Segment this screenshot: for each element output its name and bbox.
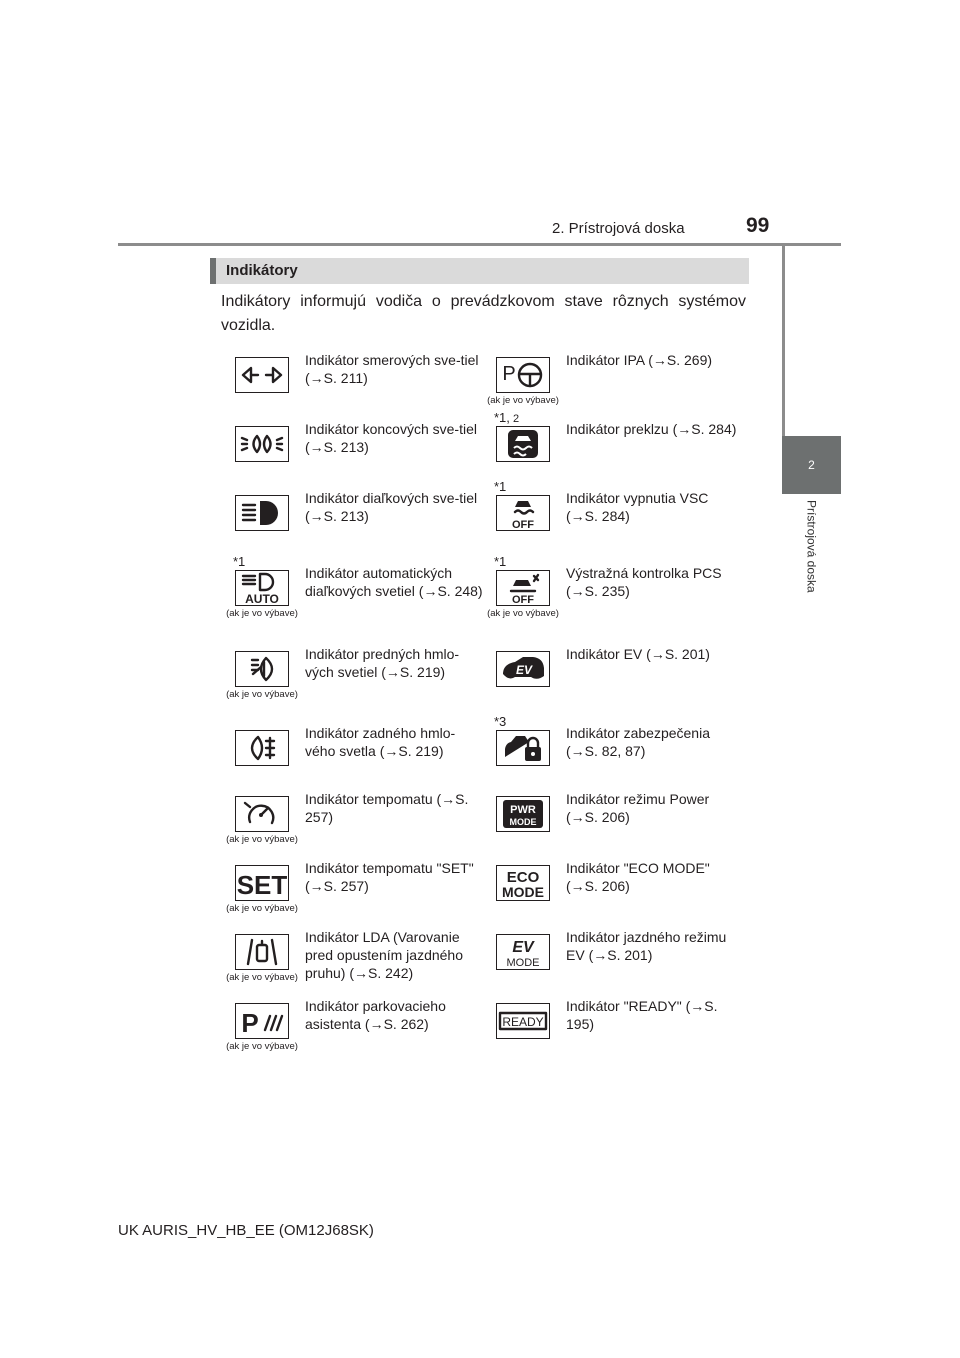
indicator-icon-frame: [235, 426, 289, 462]
icon-text: ECO: [506, 869, 540, 886]
section-title: Indikátory: [226, 262, 298, 279]
vsc-off-icon: [497, 496, 549, 530]
front-fog-light-icon: [236, 652, 288, 686]
availability-note: (ak je vo výbave): [226, 972, 298, 983]
icon-text: EV: [515, 663, 533, 677]
indicator-entry: [209, 641, 469, 709]
indicator-icon-frame: [235, 570, 289, 606]
icon-text: OFF: [512, 594, 534, 605]
indicator-icon-frame: [235, 1003, 289, 1039]
indicator-label: Indikátor zadného hmlo-vého svetla (→S. 219): [305, 725, 456, 759]
indicator-entry: [470, 479, 730, 553]
ready-icon: [497, 1004, 549, 1038]
chapter-tab-number: 2: [808, 458, 815, 472]
indicator-icon-frame: [496, 651, 550, 687]
footer-code: UK AURIS_HV_HB_EE (OM12J68SK): [118, 1222, 374, 1239]
footnote-marker: *1: [494, 479, 507, 494]
indicator-entry: [209, 786, 469, 854]
icon-text-2: MODE: [502, 884, 544, 900]
availability-note: (ak je vo výbave): [226, 608, 298, 619]
chapter-title: 2. Prístrojová doska: [552, 220, 685, 237]
indicator-entry: [209, 485, 478, 553]
availability-note: (ak je vo výbave): [487, 608, 559, 619]
indicator-label: Indikátor vypnutia VSC (→S. 284): [566, 490, 709, 524]
ev-mode-icon: [497, 935, 549, 969]
indicator-icon-frame: [235, 796, 289, 832]
indicator-label: Indikátor automatických diaľkových svetiel (→S. 248): [305, 565, 483, 599]
indicator-icon-frame: [235, 865, 289, 901]
pcs-warning-icon: [497, 571, 549, 605]
ipa-icon: [497, 358, 549, 392]
indicator-label: Indikátor tempomatu (→S. 257): [305, 791, 469, 825]
indicator-icon-frame: [496, 1003, 550, 1039]
indicator-label: Indikátor "READY" (→S. 195): [566, 998, 718, 1032]
cruise-control-icon: [236, 797, 288, 831]
indicator-label: Indikátor režimu Power (→S. 206): [566, 791, 710, 825]
ev-icon: [497, 652, 549, 686]
indicator-entry: [209, 554, 483, 628]
eco-mode-icon: [497, 866, 549, 900]
availability-note: (ak je vo výbave): [487, 395, 559, 406]
rear-fog-light-icon: [236, 731, 288, 765]
indicator-icon-frame: [496, 570, 550, 606]
indicator-label: Indikátor preklzu (→S. 284): [566, 421, 737, 437]
indicator-entry: [470, 347, 730, 415]
availability-note: (ak je vo výbave): [226, 689, 298, 700]
indicator-label: Indikátor predných hmlo-vých svetiel (→S. 219): [305, 646, 460, 680]
indicator-entry: [209, 416, 477, 484]
indicator-icon-frame: [496, 730, 550, 766]
footnote-marker: *1, 2: [494, 410, 520, 425]
footnote-marker: *3: [494, 714, 507, 729]
indicator-entry: [209, 720, 469, 788]
indicator-label: Indikátor "ECO MODE" (→S. 206): [566, 860, 710, 894]
auto-high-beam-icon: [236, 571, 288, 605]
icon-text: PWR: [510, 804, 536, 816]
indicator-icon-frame: [496, 357, 550, 393]
indicator-label: Indikátor LDA (Varovanie pred opustením jazdného pruhu) (→S. 242): [305, 929, 463, 981]
parking-assist-icon: [236, 1004, 288, 1038]
indicator-icon-frame: [496, 426, 550, 462]
availability-note: (ak je vo výbave): [226, 834, 298, 845]
icon-text: READY: [502, 1015, 544, 1029]
indicator-entry: [470, 786, 730, 854]
indicator-entry: [470, 855, 730, 923]
icon-text: P: [502, 363, 516, 385]
icon-text: SET: [236, 870, 288, 900]
indicator-icon-frame: [496, 796, 550, 832]
indicator-icon-frame: [496, 934, 550, 970]
availability-note: (ak je vo výbave): [226, 903, 298, 914]
indicator-entry: [470, 924, 730, 992]
icon-text: EV: [512, 939, 534, 956]
icon-text: AUTO: [245, 592, 279, 605]
footnote-marker: *1: [494, 554, 507, 569]
indicator-label: Výstražná kontrolka PCS (→S. 235): [566, 565, 722, 599]
indicator-icon-frame: [235, 357, 289, 393]
icon-text: OFF: [512, 519, 534, 530]
high-beam-icon: [236, 496, 288, 530]
indicator-entry: [209, 347, 479, 415]
icon-text-2: MODE: [506, 957, 540, 969]
indicator-entry: [470, 714, 730, 788]
section-heading-bar: [210, 258, 749, 284]
indicator-label: Indikátor zabezpečenia (→S. 82, 87): [566, 725, 710, 759]
tail-light-icon: [236, 427, 288, 461]
security-icon: [497, 731, 549, 765]
page-number: 99: [746, 214, 770, 237]
indicator-label: Indikátor jazdného režimu EV (→S. 201): [566, 929, 727, 963]
availability-note: (ak je vo výbave): [226, 1041, 298, 1052]
indicator-icon-frame: [235, 495, 289, 531]
indicator-entry: [470, 554, 730, 628]
indicator-entry: [470, 410, 737, 484]
icon-text-2: MODE: [509, 817, 537, 827]
icon-text: P: [241, 1008, 259, 1038]
indicator-entry: [470, 993, 730, 1061]
indicator-icon-frame: [235, 934, 289, 970]
section-intro: Indikátory informujú vodiča o prevádzkovom stave rôznych systémov vozidla.: [221, 293, 746, 334]
side-rule: [782, 246, 785, 436]
indicator-entry: [209, 924, 469, 992]
indicator-icon-frame: [235, 730, 289, 766]
indicator-label: Indikátor IPA (→S. 269): [566, 352, 713, 368]
indicator-label: Indikátor parkovacieho asistenta (→S. 262): [305, 998, 446, 1032]
indicator-label: Indikátor EV (→S. 201): [566, 646, 710, 662]
indicator-icon-frame: [496, 865, 550, 901]
lda-icon: [236, 935, 288, 969]
indicator-label: Indikátor koncových sve-tiel (→S. 213): [305, 421, 477, 455]
indicator-icon-frame: [496, 495, 550, 531]
indicator-label: Indikátor smerových sve-tiel (→S. 211): [305, 352, 479, 386]
slip-indicator-icon: [497, 427, 549, 461]
indicator-entry: [209, 993, 469, 1061]
indicator-label: Indikátor diaľkových sve-tiel (→S. 213): [305, 490, 478, 524]
indicator-entry: [209, 855, 474, 923]
chapter-tab-label: Prístrojová doska: [804, 500, 819, 593]
cruise-set-icon: [236, 866, 288, 900]
indicator-entry: [470, 641, 730, 709]
turn-signal-icon: [236, 358, 288, 392]
chapter-tab: [782, 436, 841, 494]
footnote-marker: *1: [233, 554, 246, 569]
header-rule: [118, 243, 841, 246]
power-mode-icon: [497, 797, 549, 831]
indicator-icon-frame: [235, 651, 289, 687]
indicator-label: Indikátor tempomatu "SET" (→S. 257): [305, 860, 474, 894]
